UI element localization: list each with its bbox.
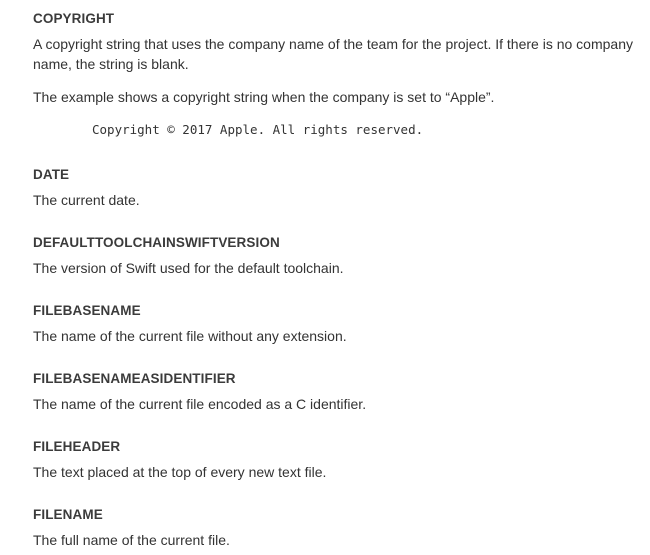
entry-filebasenameasidentifier [33, 370, 633, 414]
entry-filebasename [33, 302, 633, 346]
entry-description: The text placed at the top of every new text file. [33, 464, 327, 480]
entry-copyright [33, 10, 633, 139]
entry-title: FILEBASENAME [33, 303, 141, 318]
entry-title: FILEHEADER [33, 439, 121, 454]
entry-description: The version of Swift used for the default toolchain. [33, 260, 344, 276]
entry-description: The current date. [33, 192, 140, 208]
entry-defaulttoolchainswiftversion [33, 234, 633, 278]
entry-title: FILEBASENAMEASIDENTIFIER [33, 371, 236, 386]
entry-title: COPYRIGHT [33, 11, 115, 26]
entry-date [33, 166, 633, 210]
entry-title: DATE [33, 167, 70, 182]
entry-description: A copyright string that uses the company name of the team for the project. If there is no company name, the string is blank. [33, 36, 633, 72]
entry-title: FILENAME [33, 507, 103, 522]
entry-description: The full name of the current file. [33, 532, 230, 548]
entry-description: The name of the current file encoded as a C identifier. [33, 396, 367, 412]
entry-filename [33, 506, 633, 550]
entry-note: The example shows a copyright string when the company is set to “Apple”. [33, 89, 495, 105]
code-example: Copyright © 2017 Apple. All rights reserved. [92, 122, 424, 137]
entry-fileheader [33, 438, 633, 482]
entry-description: The name of the current file without any extension. [33, 328, 347, 344]
entry-title: DEFAULTTOOLCHAINSWIFTVERSION [33, 235, 280, 250]
